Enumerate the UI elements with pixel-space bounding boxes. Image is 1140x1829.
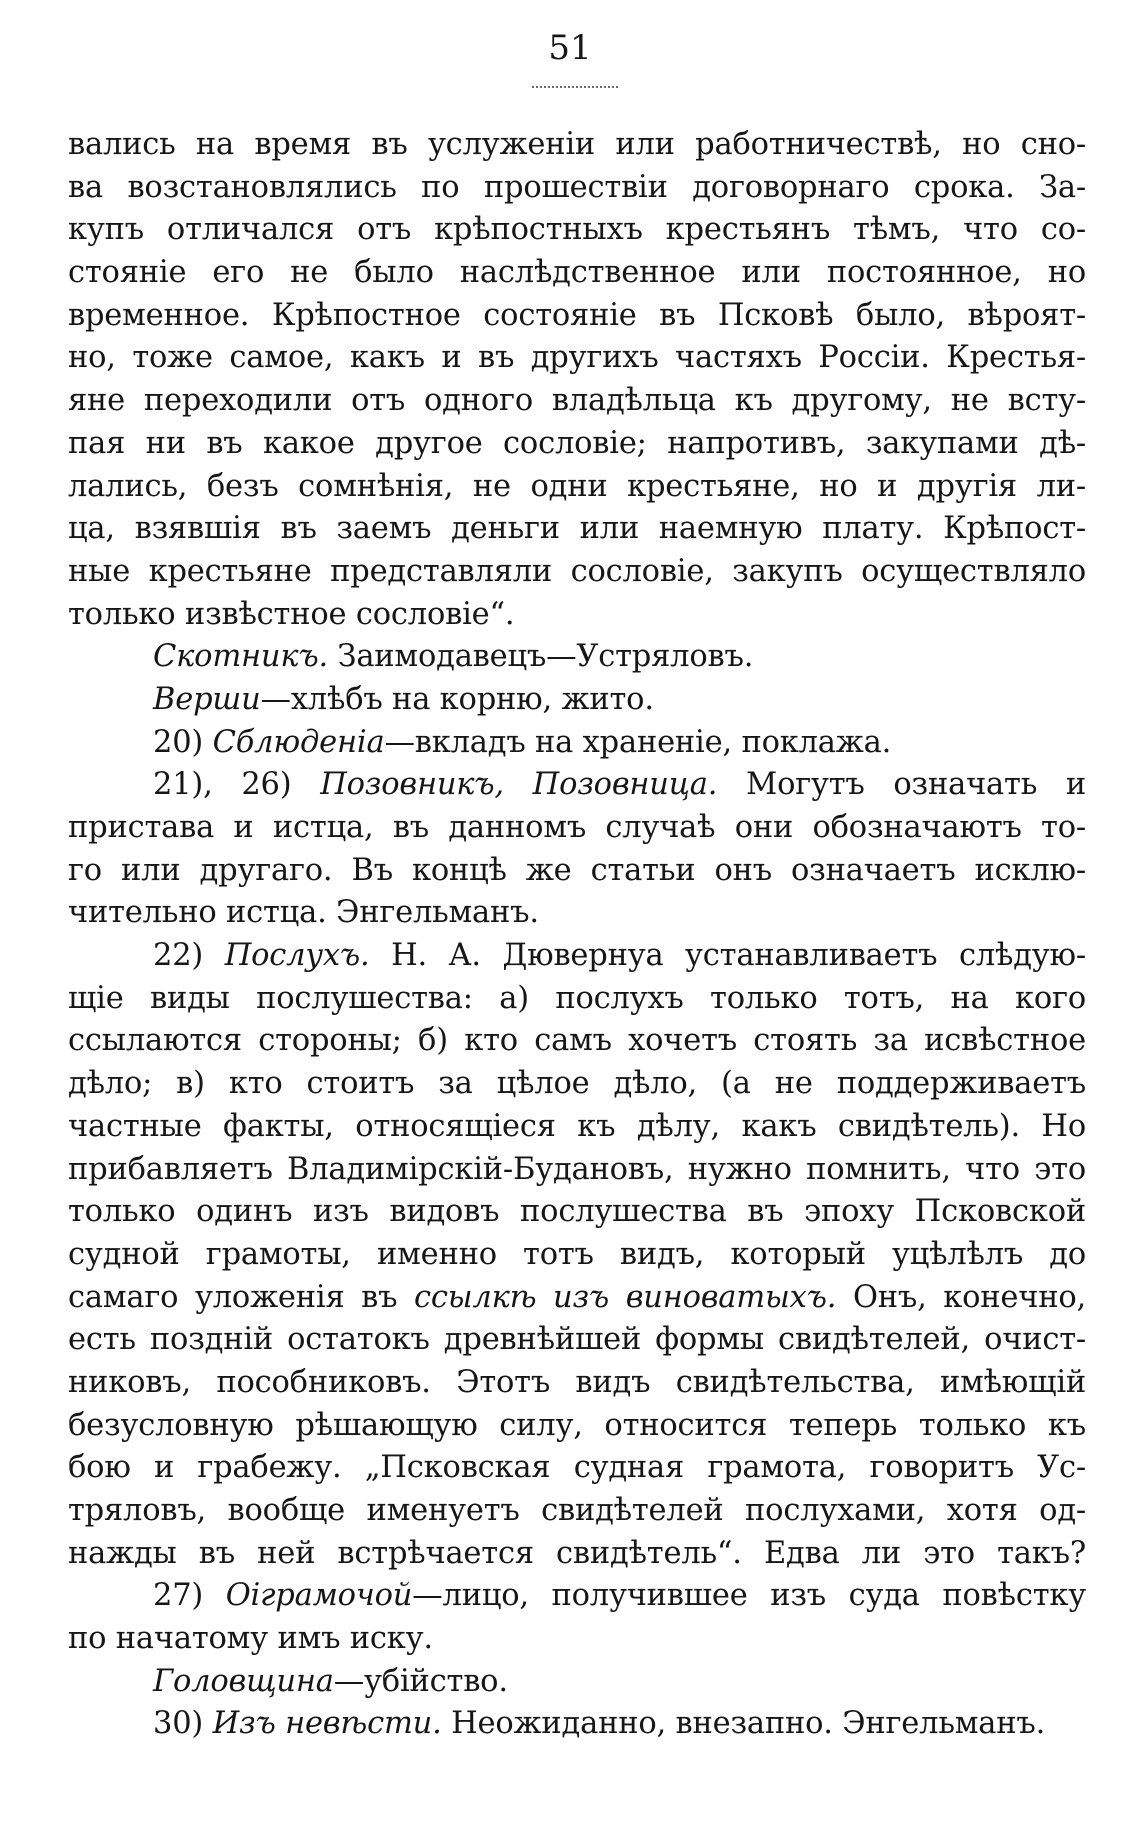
text-line [68,252,1086,295]
text-span: Заимодавецъ—Устряловъ. [328,639,754,675]
text-line [68,1661,1086,1704]
text-span: —лицо, получившее изъ суда повѣстку [412,1578,1086,1614]
text-span: ссылаются стороны; б) кто самъ хочетъ стоять за исвѣстное [68,1023,1086,1059]
text-line [68,1191,1086,1234]
text-line [68,935,1086,978]
text-line [68,423,1086,466]
text-line [68,679,1086,722]
text-span: только извѣстное сословіе“. [68,596,515,632]
text-line [68,1575,1086,1618]
text-line [68,1490,1086,1533]
text-line [68,850,1086,893]
text-span: никовъ, пособниковъ. Этотъ видъ свидѣтельства, имѣющій [68,1364,1086,1400]
note-number: 20) [153,724,213,760]
text-line [68,1234,1086,1277]
text-line [68,295,1086,338]
text-span: го или другаго. Въ концѣ же статьи онъ означаетъ исклю- [68,852,1086,888]
text-span: —хлѣбъ на корню, жито. [260,681,654,717]
text-line [68,508,1086,551]
text-span: ва возстановлялись по прошествіи договорнаго срока. За- [68,169,1086,205]
text-span: пая ни въ какое другое сословіе; напротивъ, закупами дѣ- [68,425,1086,461]
text-line [68,380,1086,423]
text-span: судной грамоты, именно тотъ видъ, который уцѣлѣлъ до [68,1236,1086,1272]
text-span: пристава и истца, въ данномъ случаѣ они обозначаютъ то- [68,810,1086,845]
text-line [68,1618,1086,1661]
text-span: прибавляетъ Владимірскій-Будановъ, нужно помнить, что это [68,1151,1086,1187]
text-line [68,209,1086,252]
text-span: Н. А. Дювернуа устанавливаетъ слѣдую- [369,938,1087,974]
text-line [68,978,1086,1021]
text-span: самаго уложенія въ [68,1279,415,1315]
text-line [68,1149,1086,1192]
text-line [68,1063,1086,1106]
text-span: временное. Крѣпостное состояніе въ Псковѣ было, вѣроят- [68,297,1086,333]
note-number: 27) [153,1578,226,1614]
text-span: купъ отличался отъ крѣпостныхъ крестьянъ тѣмъ, что со- [68,212,1086,248]
text-span: щіе виды послушества: а) послухъ только тотъ, на кого [68,980,1086,1016]
text-line [68,1362,1086,1405]
text-span: есть поздній остатокъ древнѣйшей формы свидѣтелей, очист- [68,1322,1086,1358]
text-span: стояніе его не было наслѣдственное или постоянное, но [68,255,1086,291]
text-line [68,1405,1086,1448]
text-line [68,764,1086,807]
italic-term: Изъ невѣсти. [212,1706,442,1742]
text-span: но, тоже самое, какъ и въ другихъ частяхъ Россіи. Крестья- [68,340,1086,376]
text-span: безусловную рѣшающую силу, относится теперь только къ [68,1407,1086,1443]
text-line [68,594,1086,637]
text-line [68,1533,1086,1576]
italic-term: ссылкѣ изъ виноватыхъ. [414,1279,837,1315]
italic-term: Головщина [153,1663,334,1699]
text-line [68,466,1086,509]
text-line [68,551,1086,594]
text-span: тряловъ, вообще именуетъ свидѣтелей послухами, хотя од- [68,1493,1086,1528]
text-line [68,1319,1086,1362]
text-line [68,1106,1086,1149]
text-span: Онъ, конечно, [836,1279,1086,1315]
text-span: только одинъ изъ видовъ послушества въ эпоху Псковской [68,1194,1086,1230]
text-span: лались, безъ сомнѣнія, не одни крестьяне, но и другія ли- [68,468,1086,504]
note-number: 21), 26) [153,767,321,803]
text-span: ца, взявшія въ заемъ деньги или наемную плату. Крѣпост- [68,511,1086,547]
header-rule [532,86,618,88]
italic-term: Скотникъ. [153,639,329,675]
text-line [68,1703,1086,1746]
body-text [68,124,1086,1746]
text-line [68,892,1086,935]
text-span: яне переходили отъ одного владѣльца къ другому, не всту- [68,383,1086,419]
italic-term: Верши [153,681,261,717]
text-span: нажды въ ней встрѣчается свидѣтель“. Едва ли это такъ? [68,1535,1086,1571]
page-number: 51 [548,28,592,68]
text-span: Неожиданно, внезапно. Энгельманъ. [441,1706,1046,1742]
note-number: 22) [153,938,225,974]
text-line [68,636,1086,679]
italic-term: Оіграмочой [225,1578,413,1614]
text-span: ные крестьяне представляли сословіе, закупъ осуществляло [68,553,1086,589]
text-line [68,167,1086,210]
text-span: дѣло; в) кто стоитъ за цѣлое дѣло, (а не поддерживаетъ [68,1066,1086,1102]
text-span: —убійство. [333,1663,508,1699]
text-line [68,337,1086,380]
text-line [68,722,1086,765]
text-span: бою и грабежу. „Псковская судная грамота, говоритъ Ус- [68,1450,1086,1486]
text-span: вались на время въ услуженіи или работничествѣ, но сно- [68,127,1086,162]
italic-term: Послухъ. [224,938,370,974]
italic-term: Сблюденіа [212,724,385,760]
text-line [68,807,1086,850]
note-number: 30) [153,1706,213,1742]
text-line [68,1277,1086,1320]
text-line [68,1447,1086,1490]
text-line [68,1020,1086,1063]
text-span: по начатому имъ иску. [68,1621,433,1657]
text-span: —вкладъ на храненіе, поклажа. [384,724,892,760]
text-line [68,124,1086,167]
text-span: Могутъ означать и [717,767,1087,803]
text-span: частные факты, относящіеся къ дѣлу, какъ свидѣтель). Но [68,1108,1086,1144]
italic-term: Позовникъ, Позовница. [320,767,718,803]
text-span: чительно истца. Энгельманъ. [68,895,539,931]
